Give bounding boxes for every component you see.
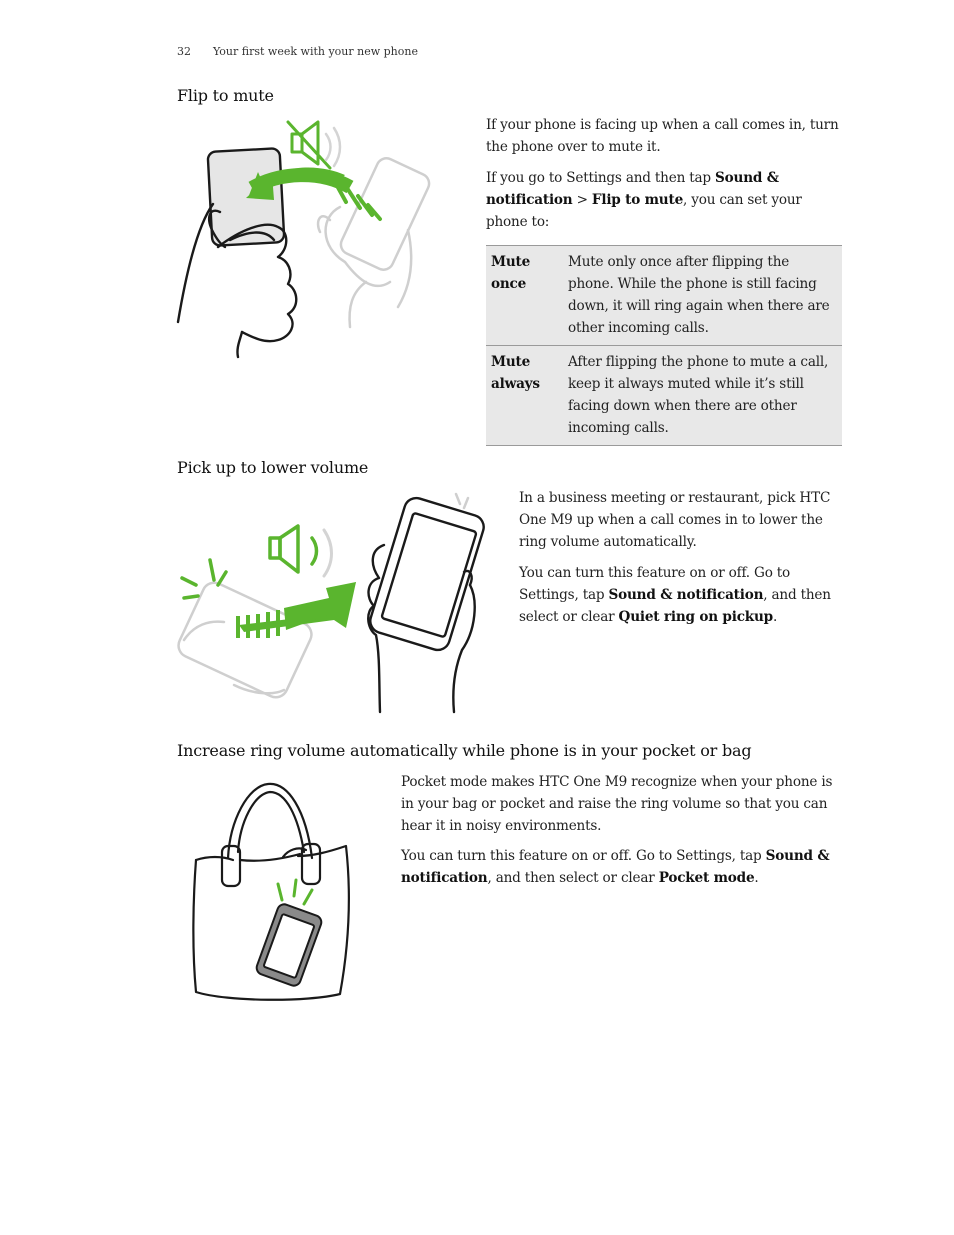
pick-up-heading: Pick up to lower volume: [177, 458, 369, 477]
pocket-mode-heading: Increase ring volume automatically while phone is in your pocket or bag: [177, 741, 752, 760]
running-header: [177, 45, 418, 58]
pocket-paragraph-2: You can turn this feature on or off. Go to Settings, tap Sound & notification, and then select or clear Pocket mode.: [401, 848, 830, 886]
page-number: 32: [177, 45, 191, 58]
flip-paragraph-2: If you go to Settings and then tap Sound & notification > Flip to mute, you can set your phone to:: [486, 170, 802, 230]
table-row: [486, 246, 842, 346]
pickup-paragraph-1: In a business meeting or restaurant, pick HTC One M9 up when a call comes in to lower the ring volume automatically.: [519, 490, 831, 550]
option-name: Mute always: [486, 346, 563, 446]
table-row: [486, 346, 842, 446]
pocket-paragraph-1: Pocket mode makes HTC One M9 recognize when your phone is in your bag or pocket and raise the ring volume so that you can hear it in noisy environments.: [401, 774, 833, 834]
flip-options-table: [486, 245, 842, 446]
pocket-mode-illustration: [188, 780, 358, 1005]
flip-to-mute-heading: Flip to mute: [177, 86, 274, 105]
option-description: After flipping the phone to mute a call, keep it always muted while it’s still facing down when there are other incoming calls.: [563, 346, 842, 446]
chapter-title: Your first week with your new phone: [213, 45, 418, 58]
flip-to-mute-illustration: [170, 112, 400, 357]
option-name: Mute once: [486, 246, 563, 346]
pick-up-illustration: [174, 490, 484, 715]
flip-paragraph-1: If your phone is facing up when a call comes in, turn the phone over to mute it.: [486, 117, 839, 155]
option-description: Mute only once after flipping the phone. While the phone is still facing down, it will ring again when there are other incoming calls.: [563, 246, 842, 346]
pickup-paragraph-2: You can turn this feature on or off. Go to Settings, tap Sound & notification, and then select or clear Quiet ring on pickup.: [519, 565, 831, 625]
